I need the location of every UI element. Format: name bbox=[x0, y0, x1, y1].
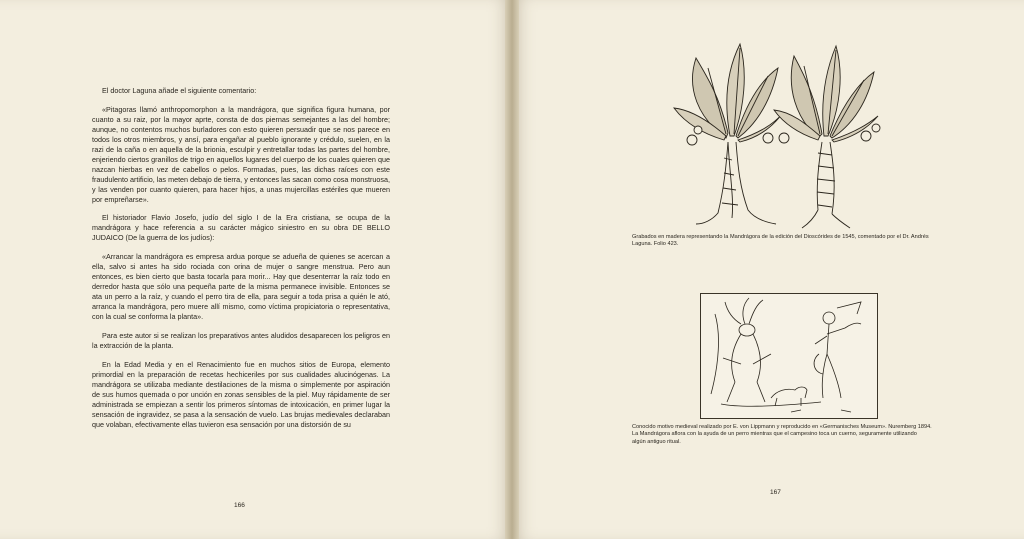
page-number-right: 167 bbox=[770, 489, 781, 496]
paragraph: Para este autor si se realizan los preparativos antes aludidos desaparecen los peligros en la extracción de la planta. bbox=[92, 331, 390, 350]
medieval-mandrake-drawing bbox=[700, 293, 878, 419]
paragraph: El doctor Laguna añade el siguiente comentario: bbox=[102, 86, 257, 95]
mandrake-woodcut-illustration bbox=[668, 38, 892, 230]
figure-caption-2: Conocido motivo medieval realizado por E. von Lippmann y reproducido en «Germanisches Museum». Nuremberg 1894. La Mandrágora aflora con la ayuda de un perro mientras que el campesino toca un cuerno, seguramente utilizando algún antiguo ritual. bbox=[632, 424, 932, 445]
paragraph: «Arrancar la mandrágora es empresa ardua porque se adueña de quienes se acercan a ella, salvo si antes ha sido rociada con orina de mujer o sangre menstrua. Pero aun entonces, es bien cierto que basta tocarla para morir... Hay que desenterrar la raíz todo en derredor hasta que sólo una pequeña parte de la misma permanece invisible. Entonces se ata un perro a la raíz, y cuando el perro tira de ella, para seguir a toda prisa a quién le ató, arranca la mandrágora, pero muere allí mismo, como víctima propiciatoria o representativa, con la cual se conforma la planta». bbox=[92, 252, 390, 322]
page-number-left: 166 bbox=[234, 502, 245, 509]
figure-caption-1: Grabados en madera representando la Mandrágora de la edición del Dioscórides de 1545, comentado por el Dr. Andrés Laguna. Folio 423. bbox=[632, 234, 929, 248]
paragraph: En la Edad Media y en el Renacimiento fue en muchos sitios de Europa, elemento primordial en la preparación de recetas hechiceriles por sus cualidades alucinógenas. La mandrágora se utilizaba mediante destilaciones de la misma o simplemente por aspiración de sus humos quemada o por unción en zonas sensibles de la piel. Muy rápidamente de ser administrada se empiezan a sentir los primeros síntomas de intoxicación, en primer lugar la sensación de ingravidez, se pasa a la sensación de vuelo. Las brujas medievales declaraban que volaban, efectivamente ellas tuvieron esa sensación por una distorsión de su bbox=[92, 359, 390, 429]
book-gutter bbox=[505, 0, 519, 539]
left-page-text bbox=[92, 86, 390, 439]
mandrake-dog-peasant-image bbox=[701, 294, 877, 418]
paragraph: El historiador Flavio Josefo, judío del siglo I de la Era cristiana, se ocupa de la mandrágora y hace referencia a su carácter mágico siniestro en su obra DE BELLO JUDAICO (De la guerra de los judíos): bbox=[92, 213, 390, 243]
mandrake-plants-image bbox=[668, 38, 892, 230]
paragraph: «Pitagoras llamó anthropomorphon a la mandrágora, que significa figura humana, por cuanto a su raiz, por la mayor aprte, consta de dos piernas semejantes a las del hombre; aunque, no contentos muchos burladores con esto quieren persuadir que se nos parece en todos los otros miembros, y ansí, para engañar al pueblo ignorante y crédulo, suelen, en la razi de la caña o en aquella de la brionia, esculpir y entretallar todas las partes del hombre, enjeriendo ciertos granillos de trigo en aquellos lugares del cuerpo de los cuales quieren que nazcan hierbas en vez de cabellos o pelos. Formadas, pues, las dichas raíces con este fraudulento artificio, las meten debajo de tierra, y entonces las sacan como cosa monstruosa, y las venden por cuanto quieren, para hacer hijos, a unas mujercillas estériles que mueren por empreñarse». bbox=[92, 104, 390, 204]
